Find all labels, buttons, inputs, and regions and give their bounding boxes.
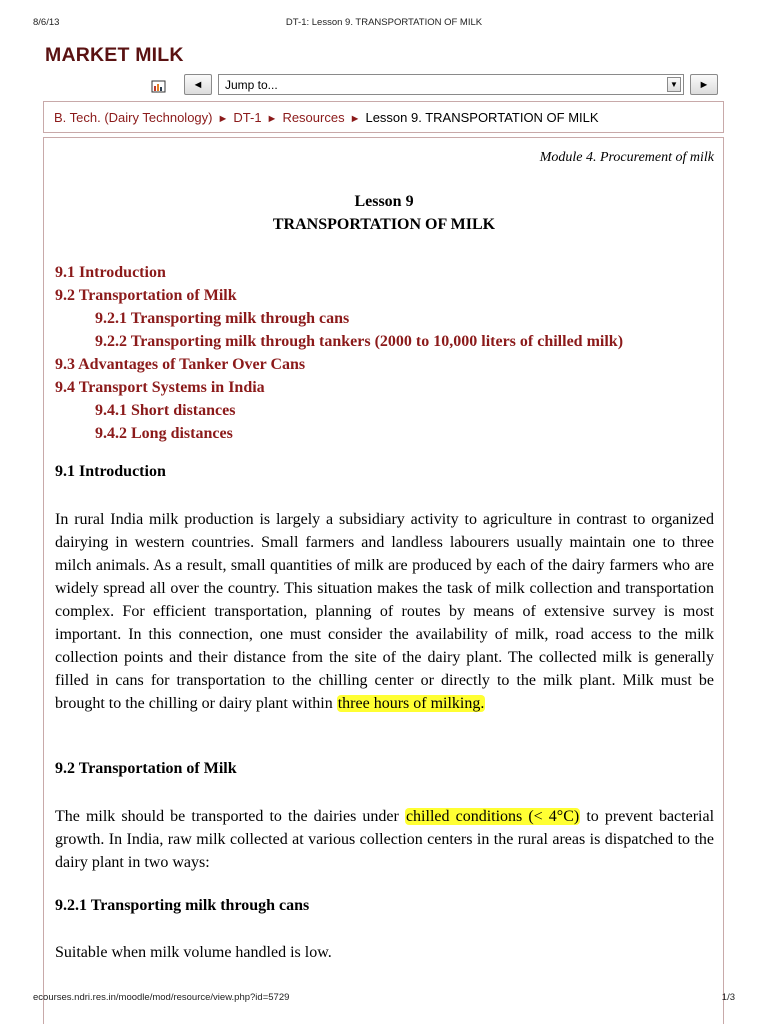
breadcrumb-separator-icon: ► xyxy=(266,113,278,125)
breadcrumb-link-program[interactable]: B. Tech. (Dairy Technology) xyxy=(54,110,213,125)
highlighted-text: three hours of milking. xyxy=(337,695,485,712)
toc-link[interactable]: 9.1 Introduction xyxy=(55,264,166,281)
next-button[interactable]: ► xyxy=(690,74,718,95)
paragraph-text: to prevent bacterial growth. In India, raw milk collected at various collection centers in the rural areas is dispatched to the dairy plant in two ways: xyxy=(55,808,715,871)
toc-link[interactable]: 9.3 Advantages of Tanker Over Cans xyxy=(55,356,306,373)
section-paragraph: Suitable when milk volume handled is low. xyxy=(55,944,332,961)
toc-link[interactable]: 9.4.1 Short distances xyxy=(95,402,236,419)
breadcrumb-link-resources[interactable]: Resources xyxy=(282,110,345,125)
previous-button[interactable]: ◄ xyxy=(184,74,212,95)
breadcrumb-separator-icon: ► xyxy=(349,113,361,125)
lesson-number: Lesson 9 xyxy=(354,193,414,210)
print-url: ecourses.ndri.res.in/moodle/mod/resource/view.php?id=5729 xyxy=(33,992,290,1003)
page-number: 1/3 xyxy=(721,992,735,1003)
print-date: 8/6/13 xyxy=(33,17,60,28)
chevron-down-icon[interactable]: ▼ xyxy=(667,77,681,92)
toc-link[interactable]: 9.2.1 Transporting milk through cans xyxy=(95,310,350,327)
table-of-contents xyxy=(55,261,623,445)
breadcrumb-current: Lesson 9. TRANSPORTATION OF MILK xyxy=(365,110,599,125)
paragraph-text: In rural India milk production is largely a subsidiary activity to agriculture in contrast to organized dairying in western countries. Small farmers and landless labourers usually maintain one to three milch animals. As a result, small quantities of milk are produced by each of the dairy farmers who are widely spread all over the country. This situation makes the task of milk collection and transportation complex. For efficient transportation, planning of routes by means of extensive survey is most important. In this connection, one must consider the availability of milk, road access to the milk collection points and their distance from the site of the dairy plant. The collected milk is generally filled in cans for transportation to the chilling center or directly to the milk plant. Milk must be brought to the chilling or dairy plant within xyxy=(55,511,714,712)
print-footer xyxy=(0,992,768,1006)
toc-link[interactable]: 9.4.2 Long distances xyxy=(95,425,233,442)
section-paragraph xyxy=(55,805,714,874)
section-heading: 9.2.1 Transporting milk through cans xyxy=(55,897,310,914)
toc-link[interactable]: 9.2.2 Transporting milk through tankers (2000 to 10,000 liters of chilled milk) xyxy=(95,333,624,350)
chart-icon[interactable] xyxy=(150,77,168,95)
breadcrumb xyxy=(43,101,724,133)
toc-link[interactable]: 9.4 Transport Systems in India xyxy=(55,379,265,396)
paragraph-text: The milk should be transported to the dairies under xyxy=(55,808,405,825)
print-header xyxy=(0,17,768,31)
lesson-title: TRANSPORTATION OF MILK xyxy=(272,216,496,233)
section-heading: 9.2 Transportation of Milk xyxy=(55,760,237,777)
breadcrumb-link-course[interactable]: DT-1 xyxy=(233,110,262,125)
section-heading: 9.1 Introduction xyxy=(55,463,166,480)
site-title[interactable]: MARKET MILK xyxy=(45,44,184,66)
breadcrumb-separator-icon: ► xyxy=(217,113,229,125)
jump-to-select[interactable] xyxy=(218,74,684,95)
toc-link[interactable]: 9.2 Transportation of Milk xyxy=(55,287,237,304)
section-paragraph xyxy=(55,508,714,715)
module-label: Module 4. Procurement of milk xyxy=(539,150,714,165)
highlighted-text: chilled conditions (< 4°C) xyxy=(405,808,580,825)
jump-to-value: Jump to... xyxy=(225,78,278,92)
print-title: DT-1: Lesson 9. TRANSPORTATION OF MILK xyxy=(285,17,483,28)
